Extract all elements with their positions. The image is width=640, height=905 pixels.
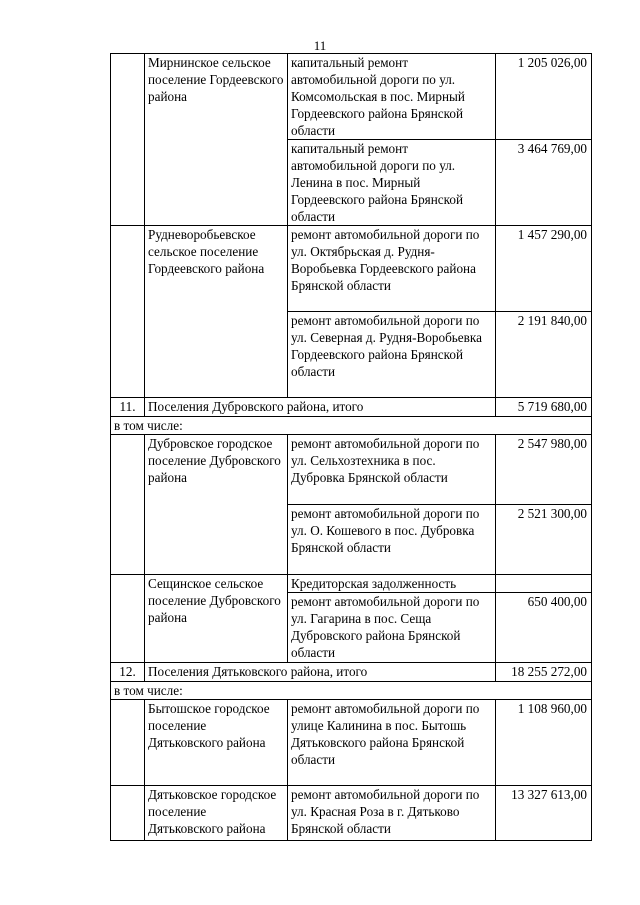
page-number: 11 <box>313 38 327 53</box>
number-cell: 12. <box>111 663 145 682</box>
amount-cell: 13 327 613,00 <box>496 786 592 841</box>
including-label: в том числе: <box>111 682 592 700</box>
including-label: в том числе: <box>111 417 592 435</box>
amount-cell: 5 719 680,00 <box>496 398 592 417</box>
table-row <box>111 575 592 593</box>
amount-cell <box>496 575 592 593</box>
amount-cell: 2 521 300,00 <box>496 505 592 575</box>
settlement-cell: Мирнинское сельское поселение Гордеевского района <box>145 54 288 226</box>
total-label-cell: Поселения Дятьковского района, итого <box>145 663 496 682</box>
table-row <box>111 226 592 312</box>
total-label-cell: Поселения Дубровского района, итого <box>145 398 496 417</box>
number-cell <box>111 786 145 841</box>
work-cell: ремонт автомобильной дороги по ул. Гагарина в пос. Сеща Дубровского района Брянской области <box>288 593 496 663</box>
amount-cell: 2 547 980,00 <box>496 435 592 505</box>
table-row <box>111 682 592 700</box>
table-row <box>111 435 592 505</box>
amount-cell: 3 464 769,00 <box>496 140 592 226</box>
allocation-table <box>110 53 592 841</box>
settlement-cell: Сещинское сельское поселение Дубровского района <box>145 575 288 663</box>
amount-cell: 18 255 272,00 <box>496 663 592 682</box>
work-cell: ремонт автомобильной дороги по ул. Северная д. Рудня-Воробьевка Гордеевского района Брянской области <box>288 312 496 398</box>
work-cell: Кредиторская задолженность <box>288 575 496 593</box>
amount-cell: 2 191 840,00 <box>496 312 592 398</box>
number-cell <box>111 700 145 786</box>
work-cell: ремонт автомобильной дороги по ул. Сельхозтехника в пос. Дубровка Брянской области <box>288 435 496 505</box>
work-cell: ремонт автомобильной дороги по ул. Октябрьская д. Рудня-Воробьевка Гордеевского района Брянской области <box>288 226 496 312</box>
amount-cell: 1 205 026,00 <box>496 54 592 140</box>
number-cell: 11. <box>111 398 145 417</box>
number-cell <box>111 54 145 226</box>
work-cell: капитальный ремонт автомобильной дороги по ул. Комсомольская в пос. Мирный Гордеевского района Брянской области <box>288 54 496 140</box>
number-cell <box>111 226 145 398</box>
amount-cell: 1 108 960,00 <box>496 700 592 786</box>
amount-cell: 1 457 290,00 <box>496 226 592 312</box>
table-row <box>111 54 592 140</box>
settlement-cell: Дятьковское городское поселение Дятьковского района <box>145 786 288 841</box>
settlement-cell: Рудневоробьевское сельское поселение Гордеевского района <box>145 226 288 398</box>
table-row <box>111 786 592 841</box>
amount-cell: 650 400,00 <box>496 593 592 663</box>
table-row <box>111 417 592 435</box>
work-cell: капитальный ремонт автомобильной дороги по ул. Ленина в пос. Мирный Гордеевского района Брянской области <box>288 140 496 226</box>
settlement-cell: Бытошское городское поселение Дятьковского района <box>145 700 288 786</box>
settlement-cell: Дубровское городское поселение Дубровского района <box>145 435 288 575</box>
work-cell: ремонт автомобильной дороги по ул. Красная Роза в г. Дятьково Брянской области <box>288 786 496 841</box>
work-cell: ремонт автомобильной дороги по улице Калинина в пос. Бытошь Дятьковского района Брянской области <box>288 700 496 786</box>
work-cell: ремонт автомобильной дороги по ул. О. Кошевого в пос. Дубровка Брянской области <box>288 505 496 575</box>
number-cell <box>111 575 145 663</box>
table-row <box>111 700 592 786</box>
number-cell <box>111 435 145 575</box>
table-row <box>111 663 592 682</box>
table-row <box>111 398 592 417</box>
